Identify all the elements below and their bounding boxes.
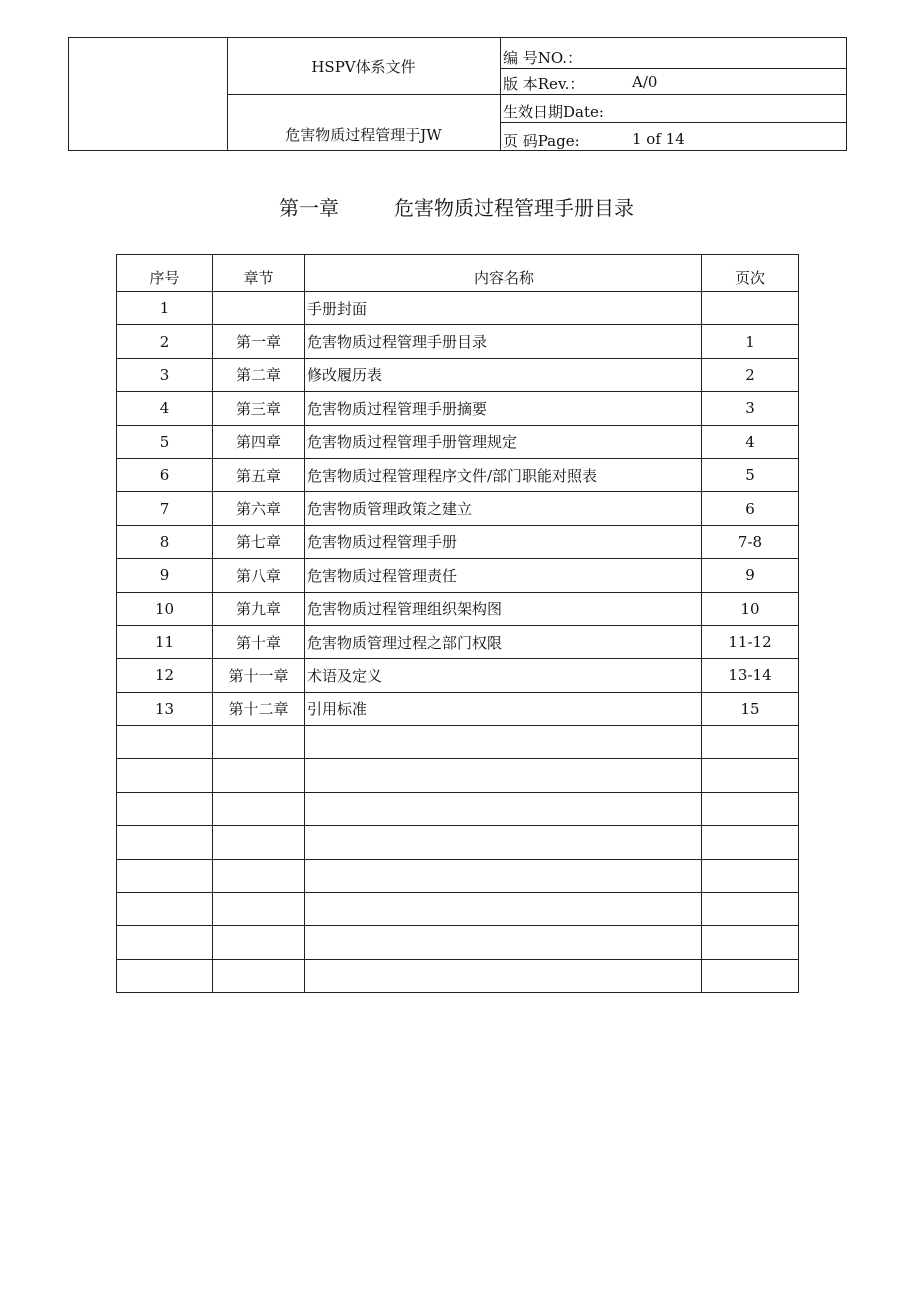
table-row <box>117 859 799 892</box>
row-chapter-cell: 第六章 <box>213 492 305 525</box>
row-chapter-cell <box>213 926 305 959</box>
row-content-name-cell: 手册封面 <box>305 292 702 325</box>
row-content-name-cell: 引用标准 <box>305 692 702 725</box>
row-page-cell: 13-14 <box>702 659 799 692</box>
table-row <box>117 893 799 926</box>
row-page-cell <box>702 759 799 792</box>
table-row <box>117 792 799 825</box>
row-number-cell: 12 <box>117 659 213 692</box>
page-label: 页 码Page: <box>503 132 580 150</box>
row-content-name-cell <box>305 759 702 792</box>
document-title: 危害物质过程管理于JW <box>285 126 442 144</box>
row-chapter-cell: 第十二章 <box>213 692 305 725</box>
row-number-cell: 2 <box>117 325 213 358</box>
row-content-name-cell: 危害物质管理政策之建立 <box>305 492 702 525</box>
document-header-block <box>68 37 847 151</box>
row-chapter-cell <box>213 893 305 926</box>
table-row <box>117 425 799 458</box>
row-content-name-cell <box>305 926 702 959</box>
row-page-cell: 1 <box>702 325 799 358</box>
row-page-cell <box>702 792 799 825</box>
row-page-cell <box>702 859 799 892</box>
header-divider <box>500 122 846 123</box>
table-row <box>117 625 799 658</box>
column-header-chapter: 章节 <box>213 255 305 292</box>
table-row <box>117 659 799 692</box>
row-number-cell <box>117 959 213 992</box>
row-number-cell <box>117 893 213 926</box>
table-row <box>117 592 799 625</box>
row-number-cell: 3 <box>117 358 213 391</box>
row-content-name-cell <box>305 792 702 825</box>
header-divider <box>500 68 846 69</box>
row-page-cell <box>702 292 799 325</box>
row-content-name-cell: 危害物质过程管理手册目录 <box>305 325 702 358</box>
row-number-cell <box>117 726 213 759</box>
column-header-number: 序号 <box>117 255 213 292</box>
row-chapter-cell: 第二章 <box>213 358 305 391</box>
table-row <box>117 759 799 792</box>
row-number-cell: 6 <box>117 458 213 491</box>
row-chapter-cell <box>213 826 305 859</box>
row-number-cell: 9 <box>117 559 213 592</box>
table-row <box>117 325 799 358</box>
column-header-page: 页次 <box>702 255 799 292</box>
row-content-name-cell: 危害物质过程管理手册摘要 <box>305 392 702 425</box>
table-row <box>117 826 799 859</box>
row-number-cell: 7 <box>117 492 213 525</box>
table-row <box>117 525 799 558</box>
row-chapter-cell: 第七章 <box>213 525 305 558</box>
row-page-cell <box>702 893 799 926</box>
row-page-cell <box>702 959 799 992</box>
table-of-contents <box>116 254 799 993</box>
row-page-cell: 7-8 <box>702 525 799 558</box>
row-chapter-cell <box>213 759 305 792</box>
row-chapter-cell: 第五章 <box>213 458 305 491</box>
row-content-name-cell: 危害物质过程管理组织架构图 <box>305 592 702 625</box>
row-content-name-cell: 危害物质过程管理责任 <box>305 559 702 592</box>
table-row <box>117 559 799 592</box>
row-page-cell: 2 <box>702 358 799 391</box>
row-chapter-cell: 第三章 <box>213 392 305 425</box>
row-number-cell <box>117 792 213 825</box>
row-chapter-cell: 第四章 <box>213 425 305 458</box>
row-chapter-cell: 第十章 <box>213 625 305 658</box>
revision-label: 版 本Rev.： <box>503 75 585 93</box>
table-row <box>117 692 799 725</box>
row-chapter-cell: 第十一章 <box>213 659 305 692</box>
chapter-number: 第一章 <box>279 196 339 220</box>
table-row <box>117 392 799 425</box>
row-number-cell <box>117 926 213 959</box>
table-header-row <box>117 255 799 292</box>
row-content-name-cell <box>305 959 702 992</box>
row-content-name-cell <box>305 826 702 859</box>
row-content-name-cell <box>305 726 702 759</box>
row-number-cell: 10 <box>117 592 213 625</box>
row-chapter-cell: 第八章 <box>213 559 305 592</box>
row-page-cell <box>702 826 799 859</box>
row-content-name-cell: 危害物质管理过程之部门权限 <box>305 625 702 658</box>
row-number-cell: 11 <box>117 625 213 658</box>
row-page-cell <box>702 726 799 759</box>
table-row <box>117 726 799 759</box>
effective-date-label: 生效日期Date: <box>503 103 604 121</box>
row-chapter-cell <box>213 726 305 759</box>
row-chapter-cell <box>213 959 305 992</box>
row-number-cell: 1 <box>117 292 213 325</box>
revision-value: A/0 <box>632 73 658 91</box>
row-page-cell: 15 <box>702 692 799 725</box>
row-content-name-cell: 修改履历表 <box>305 358 702 391</box>
row-number-cell: 13 <box>117 692 213 725</box>
row-chapter-cell: 第九章 <box>213 592 305 625</box>
row-page-cell: 5 <box>702 458 799 491</box>
row-content-name-cell: 术语及定义 <box>305 659 702 692</box>
row-content-name-cell: 危害物质过程管理手册 <box>305 525 702 558</box>
row-chapter-cell: 第一章 <box>213 325 305 358</box>
table-row <box>117 492 799 525</box>
row-page-cell: 6 <box>702 492 799 525</box>
row-page-cell <box>702 926 799 959</box>
table-row <box>117 358 799 391</box>
row-number-cell <box>117 859 213 892</box>
system-document-label: HSPV体系文件 <box>311 58 416 76</box>
document-number-label: 编 号NO.： <box>503 49 583 67</box>
row-number-cell <box>117 826 213 859</box>
row-content-name-cell <box>305 859 702 892</box>
row-chapter-cell <box>213 292 305 325</box>
row-number-cell: 5 <box>117 425 213 458</box>
table-row <box>117 959 799 992</box>
column-header-content-name: 内容名称 <box>305 255 702 292</box>
row-chapter-cell <box>213 859 305 892</box>
row-page-cell: 10 <box>702 592 799 625</box>
row-number-cell: 4 <box>117 392 213 425</box>
row-content-name-cell <box>305 893 702 926</box>
table-row <box>117 458 799 491</box>
row-page-cell: 4 <box>702 425 799 458</box>
row-page-cell: 3 <box>702 392 799 425</box>
row-number-cell: 8 <box>117 525 213 558</box>
row-content-name-cell: 危害物质过程管理程序文件/部门职能对照表 <box>305 458 702 491</box>
row-page-cell: 9 <box>702 559 799 592</box>
page-value: 1 of 14 <box>632 130 685 148</box>
row-chapter-cell <box>213 792 305 825</box>
table-row <box>117 926 799 959</box>
row-content-name-cell: 危害物质过程管理手册管理规定 <box>305 425 702 458</box>
header-divider <box>227 94 846 95</box>
chapter-title: 危害物质过程管理手册目录 <box>394 196 634 220</box>
table-row <box>117 292 799 325</box>
table-body <box>117 292 799 993</box>
row-number-cell <box>117 759 213 792</box>
row-page-cell: 11-12 <box>702 625 799 658</box>
